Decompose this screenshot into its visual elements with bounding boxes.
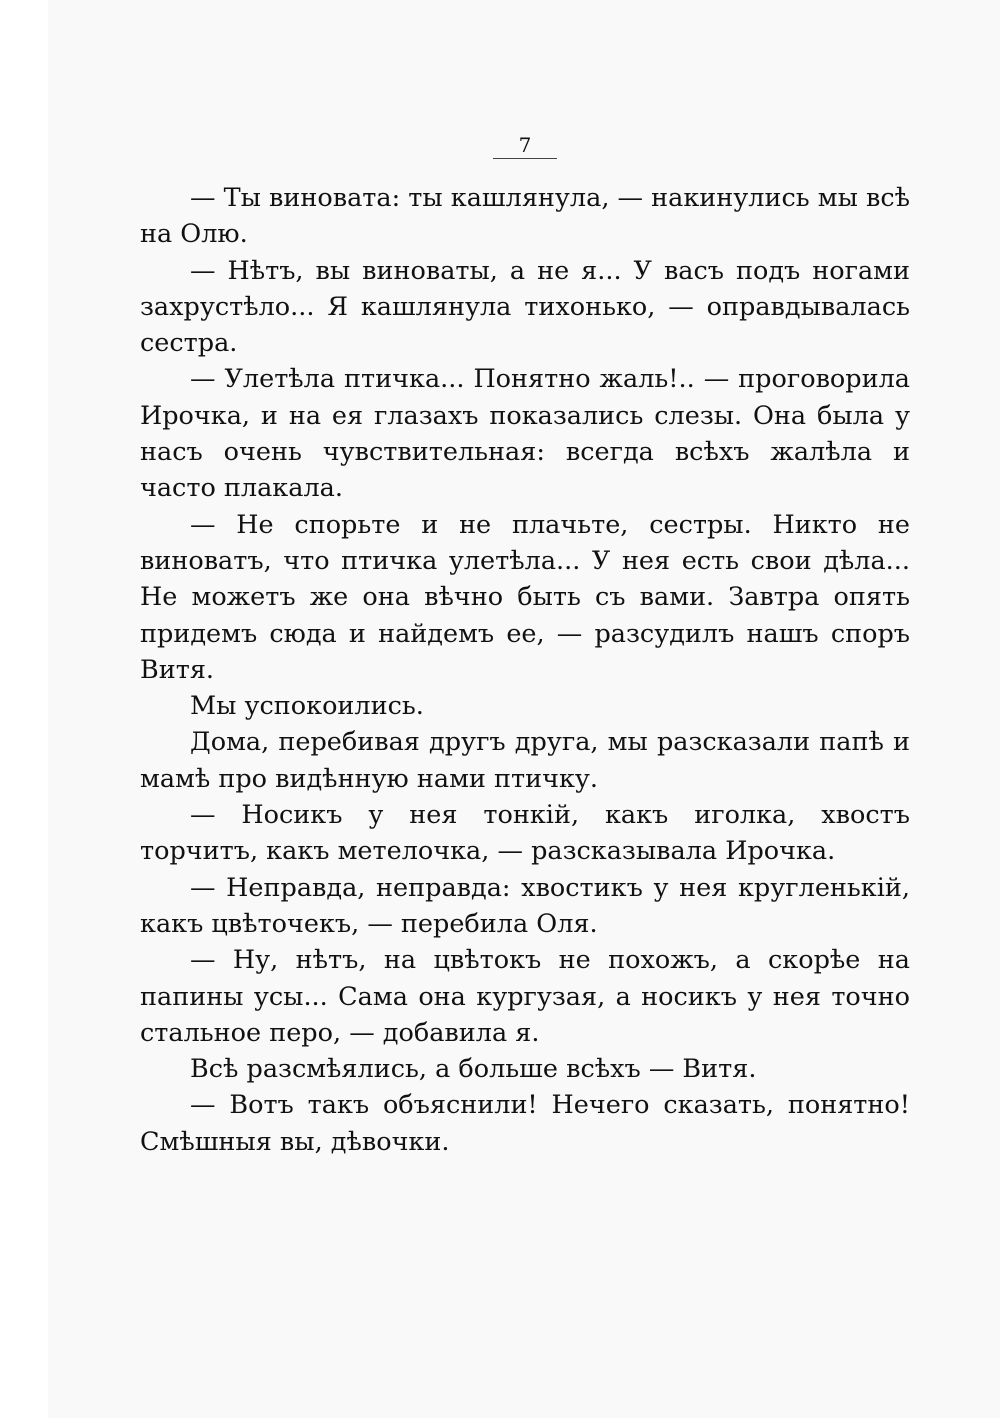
paragraph: — Улетѣла птичка... Понятно жаль!.. — проговорила Ирочка, и на ея глазахъ показались слезы. Она была у насъ очень чувствительная: всегда всѣхъ жалѣла и часто плакала. — [140, 364, 910, 504]
page-number-text: 7 — [518, 133, 532, 157]
paragraph: — Нѣтъ, вы виноваты, а не я... У васъ подъ ногами захрустѣло... Я кашлянула тихонько, — оправдывалась сестра. — [140, 255, 910, 359]
paragraph: — Вотъ такъ объяснили! Нечего сказать, понятно! Смѣшныя вы, дѣвочки. — [140, 1090, 910, 1157]
paragraph: Мы успокоились. — [190, 691, 424, 722]
paragraph: Дома, перебивая другъ друга, мы разсказали папѣ и мамѣ про видѣнную нами птичку. — [140, 727, 910, 794]
body-text — [140, 180, 910, 1160]
page-margin — [0, 0, 48, 1418]
paragraph: — Носикъ у нея тонкій, какъ иголка, хвостъ торчитъ, какъ метелочка, — разсказывала Ирочка. — [140, 800, 910, 867]
page-number — [490, 132, 560, 159]
paragraph: — Неправда, неправда: хвостикъ у нея кругленькій, какъ цвѣточекъ, — перебила Оля. — [140, 872, 910, 939]
paragraph: Всѣ разсмѣялись, а больше всѣхъ — Витя. — [190, 1054, 757, 1085]
page-number-rule — [493, 158, 557, 159]
paragraph: — Ты виновата: ты кашлянула, — накинулись мы всѣ на Олю. — [140, 183, 910, 250]
paragraph: — Не спорьте и не плачьте, сестры. Никто не виноватъ, что птичка улетѣла... У нея есть свои дѣла... Не можетъ же она вѣчно быть съ вами. Завтра опять придемъ сюда и найдемъ ее, — разсудилъ нашъ споръ Витя. — [140, 509, 910, 685]
paragraph: — Ну, нѣтъ, на цвѣтокъ не похожъ, а скорѣе на папины усы... Сама она кургузая, а носикъ у нея точно стальное перо, — добавила я. — [140, 945, 910, 1048]
